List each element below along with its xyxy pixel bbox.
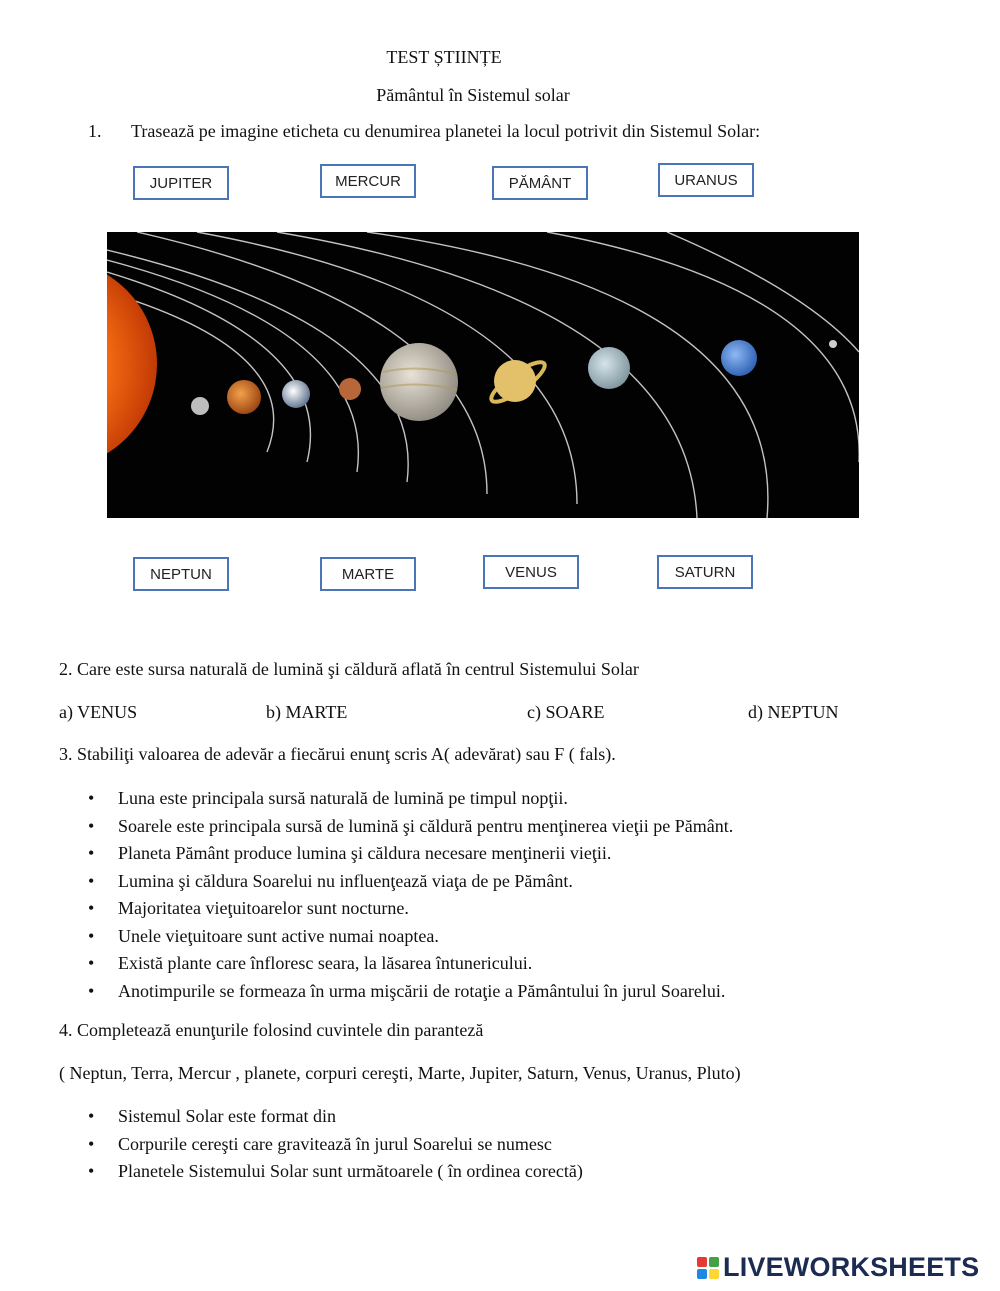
q2-text: 2. Care este sursa naturală de lumină şi căldură aflată în centrul Sistemului Solar: [59, 659, 639, 679]
q1-text: Trasează pe imagine eticheta cu denumirea planetei la locul potrivit din Sistemul Solar:: [131, 121, 761, 141]
label-saturn[interactable]: SATURN: [657, 555, 753, 589]
q4-word-bank: ( Neptun, Terra, Mercur , planete, corpuri cereşti, Marte, Jupiter, Saturn, Venus, Uranus, Pluto): [59, 1063, 741, 1083]
q2-option-d[interactable]: d) NEPTUN: [748, 702, 839, 722]
label-jupiter[interactable]: JUPITER: [133, 166, 229, 200]
logo-mark-icon: [697, 1257, 719, 1279]
logo-text: LIVEWORKSHEETS: [723, 1252, 980, 1282]
q4-sentence: • Planetele Sistemului Solar sunt următoarele ( în ordinea corectă): [88, 1158, 583, 1186]
q4-sentence: • Sistemul Solar este format din: [88, 1103, 583, 1131]
liveworksheets-logo: [697, 1252, 979, 1283]
q4-sentence-list: [88, 1103, 583, 1186]
q3-statement: • Majoritatea vieţuitoarelor sunt nocturne.: [88, 895, 733, 923]
solar-system-image: [107, 232, 859, 518]
q3-text: 3. Stabiliţi valoarea de adevăr a fiecărui enunţ scris A( adevărat) sau F ( fals).: [59, 744, 616, 764]
q3-statement: • Există plante care înfloresc seara, la lăsarea întunericului.: [88, 950, 733, 978]
label-neptun[interactable]: NEPTUN: [133, 557, 229, 591]
q2-option-c[interactable]: c) SOARE: [527, 702, 605, 722]
worksheet-subtitle: Pământul în Sistemul solar: [376, 85, 570, 105]
q3-statement: • Planeta Pământ produce lumina şi căldura necesare menţinerii vieţii.: [88, 840, 733, 868]
q3-statement: • Soarele este principala sursă de lumină şi căldură pentru menţinerea vieţii pe Pământ.: [88, 813, 733, 841]
worksheet-title: TEST ȘTIINȚE: [386, 47, 502, 67]
q2-option-b[interactable]: b) MARTE: [266, 702, 348, 722]
label-uranus[interactable]: URANUS: [658, 163, 754, 197]
q1-number: 1.: [88, 121, 102, 141]
label-marte[interactable]: MARTE: [320, 557, 416, 591]
q3-statement: • Lumina şi căldura Soarelui nu influenţează viaţa de pe Pământ.: [88, 868, 733, 896]
q3-statement: • Luna este principala sursă naturală de lumină pe timpul nopţii.: [88, 785, 733, 813]
label-pamant[interactable]: PĂMÂNT: [492, 166, 588, 200]
q3-statement-list: [88, 785, 733, 1005]
q2-option-a[interactable]: a) VENUS: [59, 702, 138, 722]
q3-statement: • Unele vieţuitoare sunt active numai noaptea.: [88, 923, 733, 951]
q3-statement: • Anotimpurile se formeaza în urma mişcării de rotaţie a Pământului în jurul Soarelui.: [88, 978, 733, 1006]
q4-text: 4. Completează enunţurile folosind cuvintele din paranteză: [59, 1020, 484, 1040]
label-mercur[interactable]: MERCUR: [320, 164, 416, 198]
q4-sentence: • Corpurile cereşti care gravitează în jurul Soarelui se numesc: [88, 1131, 583, 1159]
label-venus[interactable]: VENUS: [483, 555, 579, 589]
